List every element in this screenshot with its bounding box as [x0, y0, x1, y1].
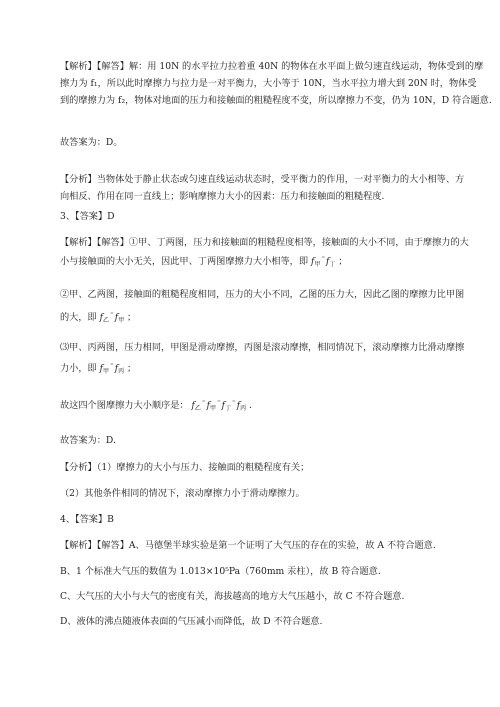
formula-operator: ⁼: [216, 399, 221, 407]
paragraph-analysis-3a: [60, 459, 442, 476]
question-3-heading: [60, 208, 442, 225]
paragraph-solution-4d: [60, 613, 442, 630]
text-line: D、液体的沸点随液体表面的气压减小而降低，故 D 不符合题意.: [60, 616, 323, 627]
formula-subscript: 丁: [329, 261, 336, 268]
text-line: [60, 395, 442, 417]
text-fragment: .: [248, 400, 252, 411]
formula-f: f: [114, 313, 119, 323]
formula-subscript: 丙: [118, 368, 125, 375]
paragraph-analysis-2: [60, 171, 465, 205]
formula-operator: ⁼: [232, 399, 236, 407]
formula-subscript: 甲: [103, 368, 110, 375]
text-fragment: 的大，即: [60, 312, 97, 323]
text-line: 故答案为：D.: [60, 435, 116, 446]
paragraph-solution-4b: [60, 563, 442, 580]
formula-f: f: [326, 257, 330, 267]
formula-f: f: [99, 364, 104, 374]
formula-subscript: 丙: [240, 405, 247, 412]
text-line: [60, 251, 442, 273]
formula-subscript: 乙: [194, 405, 201, 412]
text-fragment: 力小，即: [60, 363, 97, 374]
text-line: ②甲、乙两图，接触面的粗糙程度相同，压力的大小不同，乙图的压力大，因此乙图的摩擦力比甲图: [60, 289, 465, 300]
text-line: 【分析】当物体处于静止状态或匀速直线运动状态时，受平衡力的作用，一对平衡力的大小相等、方: [60, 174, 465, 185]
paragraph-solution-4c: [60, 588, 442, 605]
paragraph-solution-2: [60, 58, 492, 109]
text-line: [60, 358, 442, 380]
paragraph-order: [60, 395, 442, 417]
text-line: 向相反、作用在同一直线上；影响摩擦力大小的因素：压力和接触面的粗糙程度.: [60, 191, 385, 202]
formula-f: f: [206, 401, 210, 411]
text-line: 3、【答案】D: [60, 211, 115, 222]
paragraph-answer-2: [60, 134, 442, 151]
text-line: 擦力为 f₁，所以此时摩擦力与拉力是一对平衡力，大小等于 10N，当水平拉力增大到 20N 时，物体受: [60, 78, 477, 89]
text-fragment: 故这四个图摩擦力大小顺序是：: [60, 400, 189, 411]
paragraph-solution-3b: [60, 286, 465, 329]
formula-f: f: [99, 313, 104, 323]
friction-formula: [100, 313, 127, 323]
paragraph-solution-3c: [60, 339, 465, 380]
paragraph-solution-4a: [60, 537, 442, 554]
formula-subscript: 丁: [225, 405, 232, 412]
paragraph-answer-3: [60, 432, 442, 449]
text-line: 到的摩擦力为 f₂，物体对地面的压力和接触面的粗糙程度不变，所以摩擦力不变，仍为 10N，D 符合题意.: [60, 95, 492, 106]
formula-operator: ⁼: [110, 362, 114, 370]
text-fragment: ；: [126, 363, 137, 374]
paragraph-solution-3a: [60, 234, 469, 273]
text-line: 【分析】（1）摩擦力的大小与压力、接触面的粗糙程度有关；: [60, 462, 310, 473]
friction-order-formula: [192, 401, 249, 411]
formula-subscript: 甲: [314, 261, 321, 268]
friction-formula: [311, 257, 338, 267]
text-line: 【解析】【解答】解：用 10N 的水平拉力拉着重 40N 的物体在水平面上做匀速直线运动，物体受到的摩: [60, 61, 484, 72]
text-line: 【解析】【解答】①甲、丁两图，压力和接触面的粗糙程度相等，接触面的大小不同，由于摩擦力的大: [60, 237, 469, 248]
text-line: 【解析】【解答】A、马德堡半球实验是第一个证明了大气压的存在的实验，故 A 不符合题意.: [60, 540, 436, 551]
text-line: （2）其他条件相同的情况下，滚动摩擦力小于滑动摩擦力。: [60, 488, 305, 499]
text-line: 故答案为：D。: [60, 137, 123, 148]
text-fragment: ；: [338, 256, 348, 267]
formula-f: f: [236, 401, 241, 411]
text-line: 4、【答案】B: [60, 514, 114, 525]
text-line: C、大气压的大小与大气的密度有关，海拔越高的地方大气压越小，故 C 不符合题意.: [60, 591, 405, 602]
formula-f: f: [310, 257, 315, 267]
formula-subscript: 乙: [103, 317, 110, 324]
text-line: ⑶甲、丙两图，压力相同，甲图是滑动摩擦，丙图是滚动摩擦，相同情况下，滚动摩擦力比滑动摩擦: [60, 342, 465, 353]
formula-f: f: [114, 364, 119, 374]
formula-f: f: [221, 401, 226, 411]
formula-operator: ⁼: [321, 255, 326, 263]
formula-f: f: [191, 401, 195, 411]
formula-subscript: 甲: [209, 405, 216, 412]
text-fragment: ；: [126, 312, 137, 323]
formula-operator: ⁼: [201, 399, 206, 407]
paragraph-analysis-3b: [60, 485, 442, 502]
friction-formula: [100, 364, 127, 374]
formula-subscript: 甲: [118, 317, 125, 324]
text-line: [60, 307, 442, 329]
formula-operator: ⁼: [110, 311, 114, 319]
text-fragment: 小与接触面的大小无关，因此甲、丁两图摩擦力大小相等，即: [60, 256, 309, 267]
question-4-heading: [60, 511, 442, 528]
text-line: B、1 个标准大气压的数值为 1.013×10⁵Pa（760mm 汞柱），故 B 符合题意.: [60, 566, 381, 577]
